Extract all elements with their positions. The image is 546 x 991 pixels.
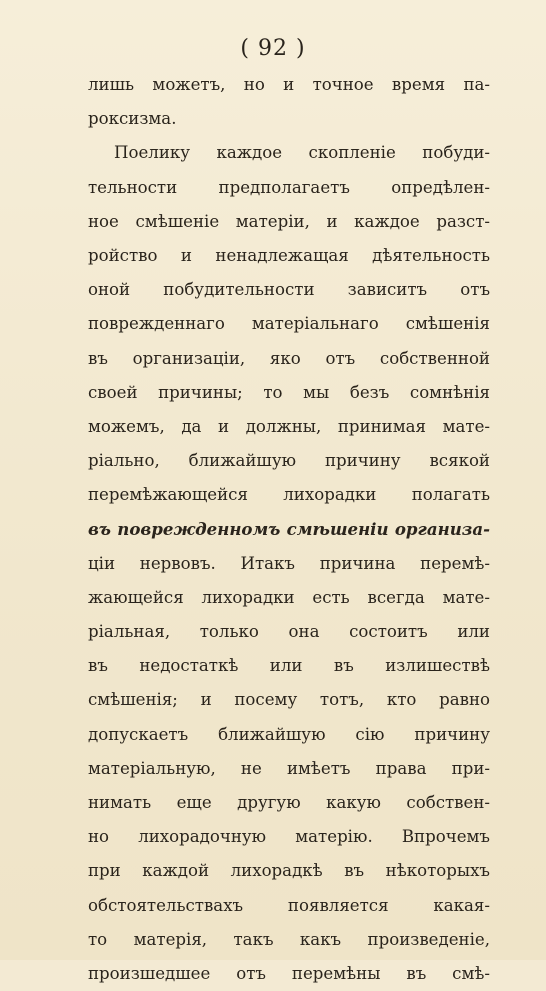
text-line: перемѣжающейся лихорадки полагать (88, 485, 490, 505)
text-line: ріальная, только она состоитъ или (88, 622, 490, 641)
text-line: матеріальную, не имѣетъ права при- (88, 758, 490, 778)
text-line: нимать еще другую какую собствен- (88, 792, 490, 812)
text-line: обстоятельствахъ появляется какая- (88, 895, 490, 915)
text-line: роксизма. (88, 109, 177, 129)
text-line: Поелику каждое скопленіе побуди- (114, 143, 490, 163)
text-line: лишь можетъ, но и точное время па- (88, 75, 490, 94)
text-line: ройство и ненадлежащая дѣятельность (88, 245, 490, 265)
text-line: въ организаціи, яко отъ собственной (88, 348, 490, 368)
text-line: произшедшее отъ перемѣны въ смѣ- (88, 963, 490, 983)
text-line: допускаетъ ближайшую сію причину (88, 724, 490, 744)
text-line: то матерія, такъ какъ произведеніе, (88, 929, 490, 949)
text-line: въ недостаткѣ или въ излишествѣ (88, 656, 490, 676)
text-line: можемъ, да и должны, принимая мате- (88, 416, 490, 436)
text-line: ное смѣшеніе матеріи, и каждое разст- (88, 211, 490, 231)
text-line: тельности предполагаетъ опредѣлен- (88, 177, 490, 197)
text-line: ріально, ближайшую причину всякой (88, 451, 490, 471)
text-line: жающейся лихорадки есть всегда мате- (88, 587, 490, 607)
page-number: ( 92 ) (240, 36, 306, 61)
text-line: поврежденнаго матеріальнаго смѣшенія (88, 314, 490, 334)
text-line: своей причины; то мы безъ сомнѣнія (88, 382, 490, 402)
text-line: ціи нервовъ. Итакъ причина перемѣ- (88, 553, 490, 573)
text-line: оной побудительности зависитъ отъ (88, 280, 490, 300)
text-line: при каждой лихорадкѣ въ нѣкоторыхъ (88, 861, 490, 881)
text-line: смѣшенія; и посему тотъ, кто равно (88, 690, 490, 710)
body-text (88, 68, 490, 991)
text-line: въ поврежденномъ смѣшеніи организа- (88, 519, 490, 540)
text-line: но лихорадочную матерію. Впрочемъ (88, 827, 490, 847)
